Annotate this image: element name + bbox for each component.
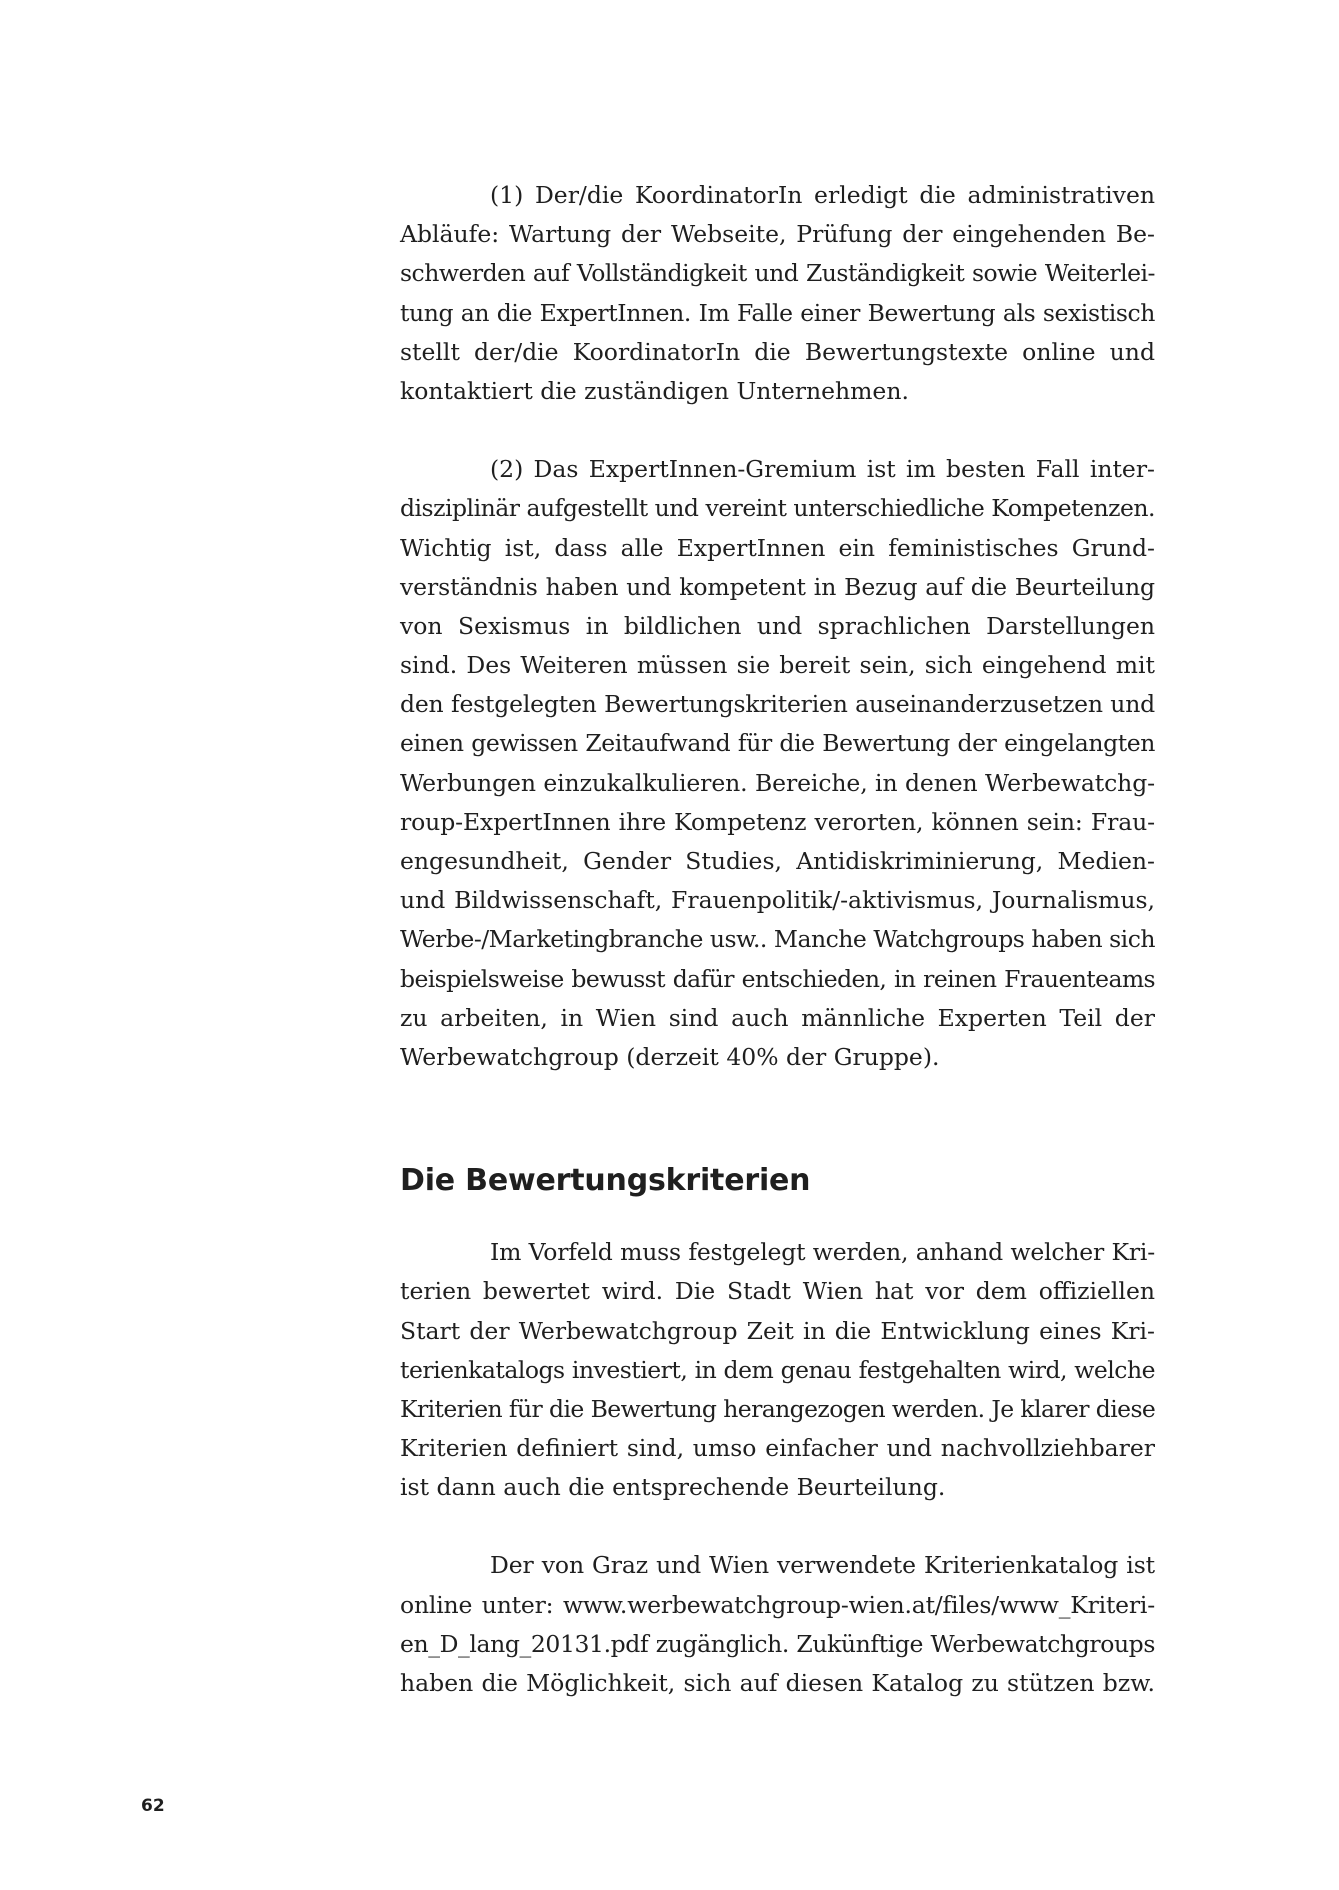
paragraph-coordinator [400,176,1155,411]
paragraph-gap [400,411,1155,450]
text-line: disziplinär aufgestellt und vereint unterschiedliche Kompetenzen. [400,494,1155,523]
text-line: en_D_lang_20131.pdf zugänglich. Zukünftige Werbewatchgroups [400,1629,1155,1658]
text-line: Kriterien definiert sind, umso einfacher und nachvollziehbarer [400,1434,1155,1463]
text-line: Werbungen einzukalkulieren. Bereiche, in denen Werbewatchg- [400,768,1155,797]
paragraph-criteria [400,1233,1155,1507]
text-line: Werbe-/Marketingbranche usw.. Manche Watchgroups haben sich [400,925,1155,954]
text-line: Kriterien für die Bewertung herangezogen werden. Je klarer diese [400,1394,1156,1423]
page-number: 62 [141,1796,165,1816]
text-line: Abläufe: Wartung der Webseite, Prüfung der eingehenden Be- [400,220,1155,249]
text-line: online unter: www.werbewatchgroup-wien.at/files/www_Kriteri- [400,1590,1155,1619]
text-line: beispielsweise bewusst dafür entschieden, in reinen Frauenteams [400,964,1155,993]
text-line: terienkatalogs investiert, in dem genau festgehalten wird, welche [400,1355,1155,1384]
text-line: tung an die ExpertInnen. Im Falle einer Bewertung als sexistisch [400,298,1155,327]
text-line: verständnis haben und kompetent in Bezug auf die Beurteilung [400,572,1155,601]
text-line: (1) Der/die KoordinatorIn erledigt die administrativen [490,181,1155,209]
text-line: Wichtig ist, dass alle ExpertInnen ein feministisches Grund- [400,533,1155,562]
text-line: (2) Das ExpertInnen-Gremium ist im besten Fall inter- [490,455,1155,484]
paragraph-catalog [400,1546,1155,1703]
section-gap [400,1077,1155,1151]
text-line: kontaktiert die zuständigen Unternehmen. [400,376,909,405]
text-line: den festgelegten Bewertungskriterien auseinanderzusetzen und [400,690,1155,719]
text-line: zu arbeiten, in Wien sind auch männliche Experten Teil der [400,1003,1155,1032]
text-line: schwerden auf Vollständigkeit und Zuständigkeit sowie Weiterlei- [400,259,1155,288]
text-line: sind. Des Weiteren müssen sie bereit sein, sich eingehend mit [400,651,1155,680]
paragraph-gap [400,1507,1155,1546]
text-line: terien bewertet wird. Die Stadt Wien hat vor dem offiziellen [400,1277,1155,1306]
text-line: Start der Werbewatchgroup Zeit in die Entwicklung eines Kri- [400,1316,1155,1345]
text-line: haben die Möglichkeit, sich auf diesen Katalog zu stützen bzw. [400,1669,1155,1697]
text-line: Im Vorfeld muss festgelegt werden, anhand welcher Kri- [490,1238,1155,1267]
text-line: von Sexismus in bildlichen und sprachlichen Darstellungen [400,611,1155,640]
heading-gap [400,1211,1155,1233]
text-column [400,176,1155,1703]
section-heading: Die Bewertungskriterien [400,1163,811,1199]
text-line: und Bildwissenschaft, Frauenpolitik/-aktivismus, Journalismus, [400,886,1155,915]
text-line: roup-ExpertInnen ihre Kompetenz verorten, können sein: Frau- [400,807,1155,836]
text-line: einen gewissen Zeitaufwand für die Bewertung der eingelangten [400,729,1155,758]
text-line: engesundheit, Gender Studies, Antidiskriminierung, Medien- [400,847,1155,875]
text-line: Der von Graz und Wien verwendete Kriterienkatalog ist [490,1551,1155,1580]
text-line: Werbewatchgroup (derzeit 40% der Gruppe). [400,1042,940,1071]
text-line: stellt der/die KoordinatorIn die Bewertungstexte online und [400,337,1155,366]
text-line: ist dann auch die entsprechende Beurteilung. [400,1473,946,1502]
paragraph-expert-panel [400,450,1155,1077]
